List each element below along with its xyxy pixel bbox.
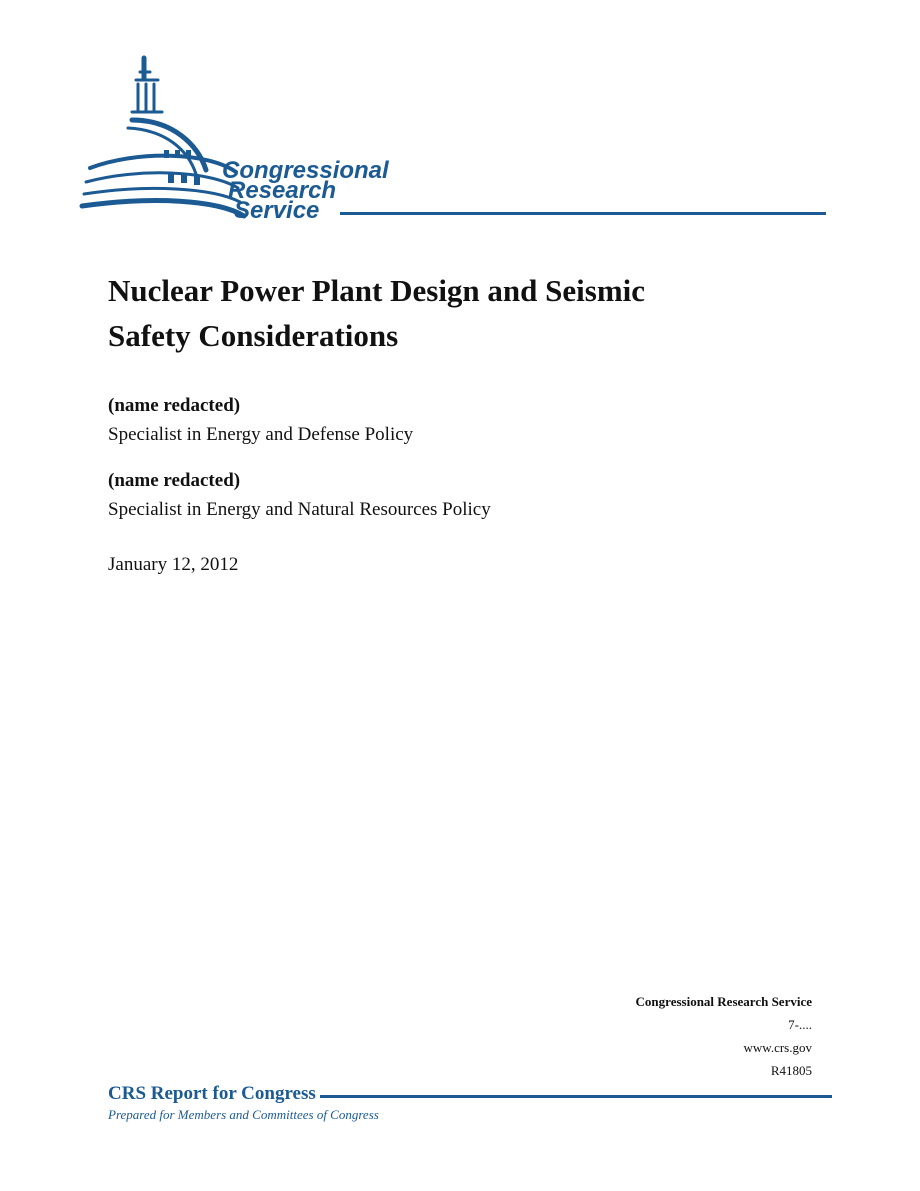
crs-info-block [636, 990, 812, 1082]
author-name: (name redacted) [108, 470, 241, 491]
footer-title: CRS Report for Congress [108, 1083, 316, 1104]
logo-word-3: Service [234, 197, 320, 224]
report-date: January 12, 2012 [108, 554, 239, 575]
title-line-1: Nuclear Power Plant Design and Seismic [108, 273, 646, 308]
logo-word-2: Research [228, 177, 337, 204]
author-name: (name redacted) [108, 395, 241, 416]
footer [108, 1083, 832, 1123]
crs-code: 7-.... [788, 1017, 812, 1032]
author-block [108, 466, 808, 524]
footer-subtitle: Prepared for Members and Committees of Congress [108, 1107, 379, 1122]
author-block [108, 391, 808, 449]
title-line-2: Safety Considerations [108, 318, 399, 353]
author-role: Specialist in Energy and Defense Policy [108, 424, 414, 445]
crs-logo [78, 50, 838, 230]
crs-org-name: Congressional Research Service [635, 994, 812, 1009]
capitol-dome-icon [78, 50, 838, 230]
footer-rule [320, 1095, 832, 1098]
report-number: R41805 [770, 1063, 812, 1078]
logo-rule [340, 212, 826, 215]
crs-url: www.crs.gov [743, 1040, 812, 1055]
logo-word-1: Congressional [222, 157, 389, 184]
author-role: Specialist in Energy and Natural Resources Policy [108, 499, 491, 520]
page-title [108, 268, 808, 358]
footer-title-row [108, 1083, 832, 1105]
